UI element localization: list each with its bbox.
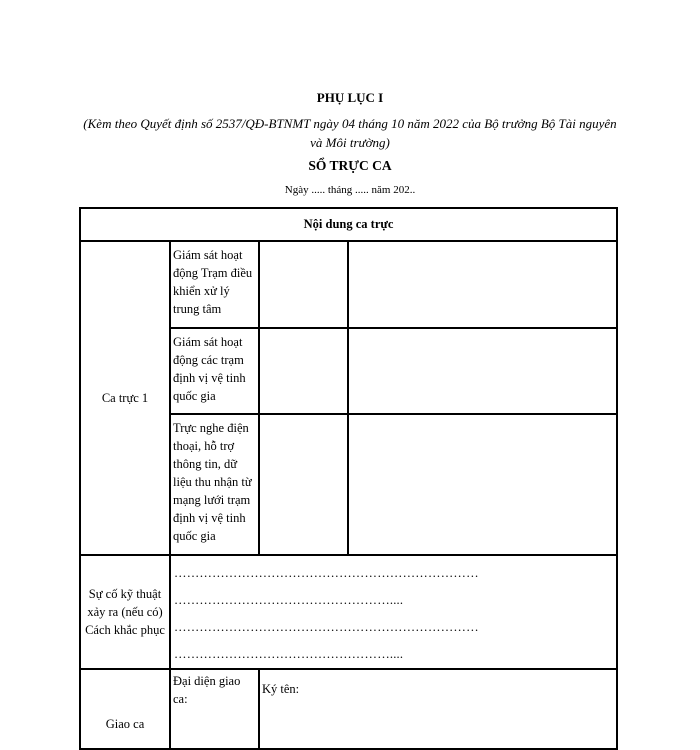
table-row <box>80 555 617 669</box>
task-notes-cell[interactable] <box>348 328 617 414</box>
task-label: Giám sát hoạt động Trạm điều khiển xử lý trung tâm <box>170 241 259 328</box>
log-book-heading: SỔ TRỰC CA <box>308 158 392 173</box>
signature-field[interactable]: Ký tên: <box>259 669 617 749</box>
task-notes-cell[interactable] <box>348 414 617 555</box>
task-label: Giám sát hoạt động các trạm định vị vệ tinh quốc gia <box>170 328 259 414</box>
task-notes-cell[interactable] <box>348 241 617 328</box>
incident-label: Sự cố kỹ thuật xảy ra (nếu có) Cách khắc phục <box>80 555 170 669</box>
task-entry-cell[interactable] <box>259 414 348 555</box>
shift-log-table <box>79 207 618 750</box>
dotted-line: …………………………………………….... <box>174 647 404 661</box>
incident-lines[interactable] <box>170 555 617 669</box>
decision-reference: (Kèm theo Quyết định số 2537/QĐ-BTNMT ngày 04 tháng 10 năm 2022 của Bộ trưởng Bộ Tài nguyên và Môi trường) <box>83 116 617 150</box>
shift-label: Ca trực 1 <box>80 241 170 555</box>
handover-representative: Đại diện giao ca: <box>170 669 259 749</box>
dotted-line: …………………………………………….... <box>174 593 404 607</box>
task-entry-cell[interactable] <box>259 241 348 328</box>
dotted-line: ……………………………………………………………… <box>174 566 479 580</box>
appendix-title: PHỤ LỤC I <box>316 90 384 105</box>
table-row <box>80 241 617 328</box>
table-row <box>80 669 617 749</box>
task-entry-cell[interactable] <box>259 328 348 414</box>
dotted-line: ……………………………………………………………… <box>174 620 479 634</box>
task-label: Trực nghe điện thoại, hỗ trợ thông tin, dữ liệu thu nhận từ mạng lưới trạm định vị vệ tinh quốc gia <box>170 414 259 555</box>
table-header: Nội dung ca trực <box>80 208 617 241</box>
date-line: Ngày ..... tháng ..... năm 202.. <box>284 184 416 196</box>
handover-label: Giao ca <box>80 669 170 749</box>
